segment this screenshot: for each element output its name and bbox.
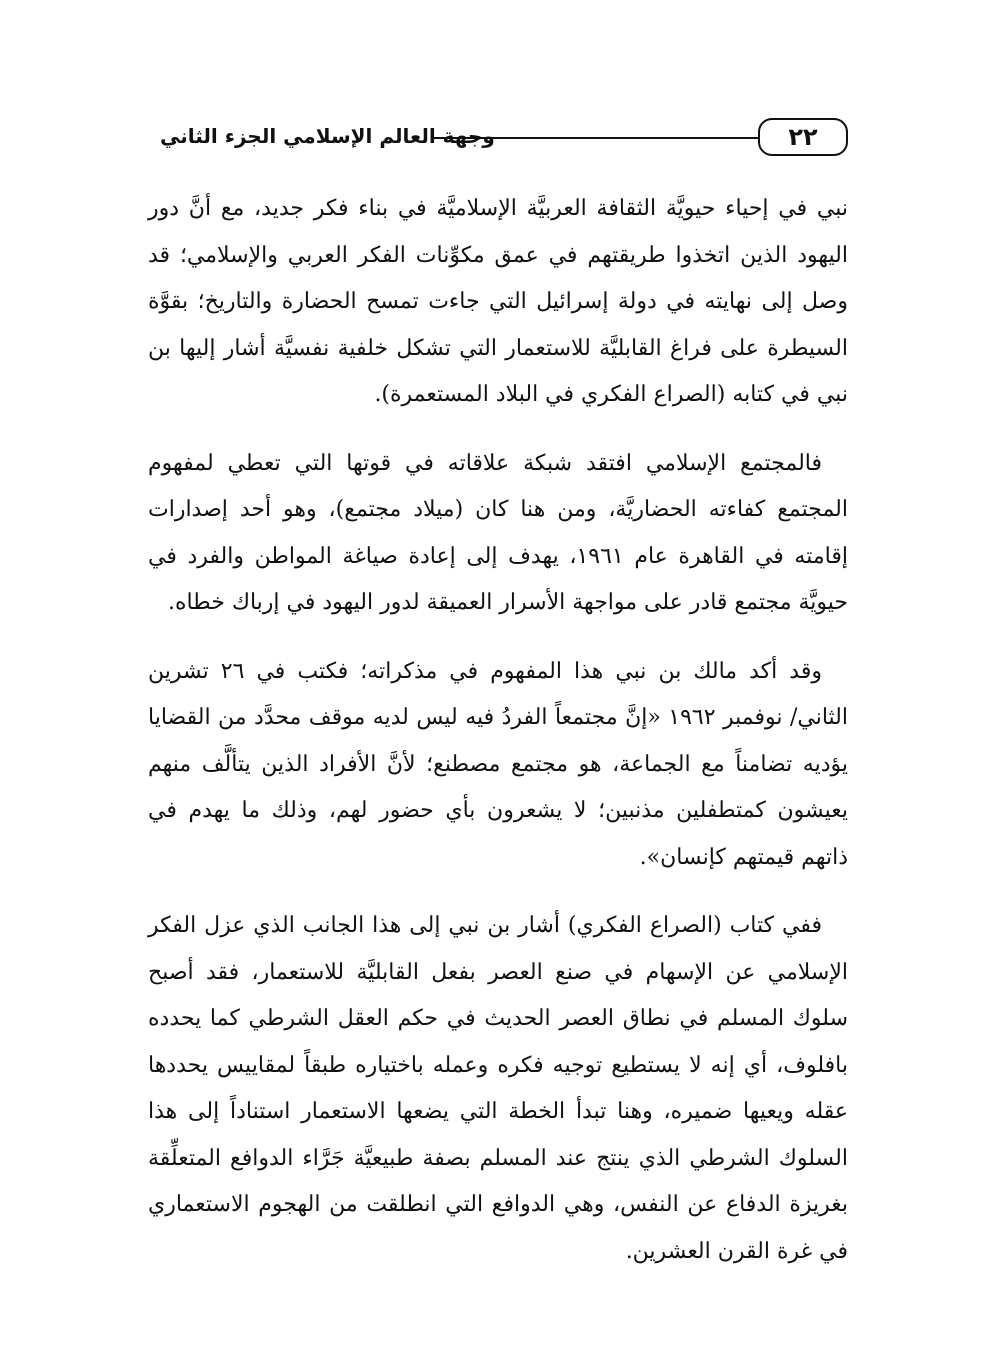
paragraph-4: ففي كتاب (الصراع الفكري) أشار بن نبي إلى هذا الجانب الذي عزل الفكر الإسلامي عن الإسهام في صنع العصر بفعل القابليَّة للاستعمار، فقد أصبح سلوك المسلم في نطاق العصر الحديث في حكم العقل الشرطي كما يحدده بافلوف، أي إنه لا يستطيع توجيه فكره وعمله باختياره طبقاً لمقاييس يحددها عقله ويعيها ضميره، وهنا تبدأ الخطة التي يضعها الاستعمار استناداً إلى هذا السلوك الشرطي الذي ينتج عند المسلم بصفة طبيعيَّة جَرَّاء الدوافع المتعلِّقة بغريزة الدفاع عن النفس، وهي الدوافع التي انطلقت من الهجوم الاستعماري في غرة القرن العشرين. [148,913,848,1264]
header-rule [432,137,760,139]
page-header [160,118,850,158]
page-number: ٢٢ [758,118,848,156]
paragraph-2: فالمجتمع الإسلامي افتقد شبكة علاقاته في قوتها التي تعطي لمفهوم المجتمع كفاءته الحضاريَّة، ومن هنا كان (ميلاد مجتمع)، وهو أحد إصدارات إقامته في القاهرة عام ١٩٦١، يهدف إلى إعادة صياغة المواطن والفرد في حيويَّة مجتمع قادر على مواجهة الأسرار العميقة لدور اليهود في إرباك خطاه. [148,450,848,615]
paragraph-1: نبي في إحياء حيويَّة الثقافة العربيَّة الإسلاميَّة في بناء فكر جديد، مع أنَّ دور اليهود الذين اتخذوا طريقتهم في عمق مكوِّنات الفكر العربي والإسلامي؛ قد وصل إلى نهايته في دولة إسرائيل التي جاءت تمسح الحضارة والتاريخ؛ بقوَّة السيطرة على فراغ القابليَّة للاستعمار التي تشكل خلفية نفسيَّة أشار إليها بن نبي في كتابه (الصراع الفكري في البلاد المستعمرة). [148,196,848,407]
paragraph-3: وقد أكد مالك بن نبي هذا المفهوم في مذكراته؛ فكتب في ٢٦ تشرين الثاني/ نوفمبر ١٩٦٢ «إنَّ مجتمعاً الفردُ فيه ليس لديه موقف محدَّد من القضايا يؤديه تضامناً مع الجماعة، هو مجتمع مصطنع؛ لأنَّ الأفراد الذين يتألَّف منهم يعيشون كمتطفلين مذنبين؛ لا يشعرون بأي حضور لهم، وذلك ما يهدم في ذاتهم قيمتهم كإنسان». [148,658,848,870]
body-text [148,186,848,1297]
running-title: وجهة العالم الإسلامي الجزء الثاني [160,124,495,148]
